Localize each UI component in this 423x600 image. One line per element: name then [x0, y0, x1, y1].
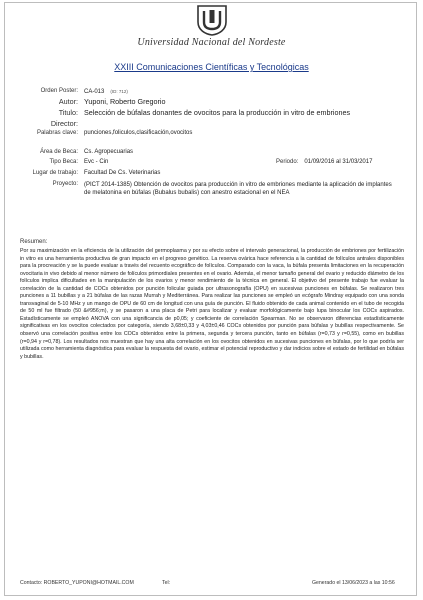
- university-logo: [0, 4, 423, 48]
- titulo-label: Titulo:: [58, 108, 78, 117]
- proyecto-label: Proyecto:: [52, 181, 78, 187]
- resumen-text: Por su maximización en la eficiencia de la utilización del germoplasma y por su efecto sobre el intervalo generacional, la producción de embriones por fertilización in vitro es una herramienta productiva de gran impacto en el progreso genético. La reserva ovárica hace referencia a la cantidad de folículos antrales disponibles para la procreación y se la puede evaluar a través del recuento ecográfico de folículos. Comparado con la vaca, la búfala presenta limitaciones en la recuperación ovocitaria in vivo debido al menor número de folículos primordiales presentes en el ovario. Además, el menor tamaño general del ovario y reducido diámetro de los folículos implica dificultades en la manipulación de los ovarios y menor rendimiento de la técnica en general. El objetivo del presente trabajo fue evaluar la correlación de la cantidad de COCs obtenidos por punción folicular guiada por ultrasonografía (OPU) en sucesivas punciones en búfalas. Se realizaron tres punciones a 11 bubillas y a 21 búfalas de las razas Murrah y Mediterránea. Para realizar las punciones se empleó un ecógrafo Mindray equipado con una sonda transvaginal de 5-10 MHz y un mango de OPU de 60 cm de longitud con una guía de punción. El fluido obtenido de cada animal contenido en el tubo de recogida de 50 ml fue filtrado (50 &#956;m), y se pasaron a una placa de Petri para localizar y evaluar morfológicamente bajo lupa binocular los COCs aspirados. Estadísticamente se empleó ANOVA con una significancia de p0,05; y coeficiente de correlación Spearman. No se observaron diferencias estadísticamente significativas en los ovocitos colectados por categoría, siendo 3,68±0,33 y 4,03±0,46 COCs obtenidos por punción para búfalas y bubillas respectivamente. Se observó una correlación positiva entre los COCs obtenidos entre la primera, segunda y tercera punción, tanto en búfalas (r=0,73 y r=0,55), como en bubillas (r=0,94 y r=0,78). Los resultados nos muestran que hay una alta correlación en los ovocitos obtenidos en sucesivas punciones en búfalas, por lo que podría ser utilizada como herramienta diagnóstica para evaluar la respuesta del ovario, estimar el potencial reproductivo y dar indicios sobre el estado de fertilidad en búfalas y bubillas.: [20, 248, 404, 360]
- contacto-label: Contacto:: [20, 580, 43, 586]
- page-title[interactable]: XXIII Comunicaciones Científicas y Tecnológicas: [114, 62, 309, 72]
- tel-label: Tel:: [162, 580, 171, 586]
- orden-label: Orden Poster:: [40, 88, 78, 94]
- proyecto-value: (PICT 2014-1385) Obtención de ovocitos para producción in vitro de embriones mediante la aplicación de implantes de melatonina en búfalas (Bubalus bubalis) con anestro estacional en el NEA: [84, 182, 392, 196]
- generated-timestamp: Generado el 13/06/2023 a las 10:56: [312, 580, 395, 586]
- unne-emblem-icon: [195, 4, 229, 36]
- lugar-label: Lugar de trabajo:: [32, 170, 78, 176]
- periodo-label: Periodo:: [276, 159, 299, 165]
- director-label: Director:: [50, 119, 78, 128]
- tipo-label: Tipo Beca:: [49, 159, 78, 165]
- orden-id: (ID: 712): [110, 89, 128, 94]
- autor-value: Yuponi, Roberto Gregorio: [84, 97, 166, 106]
- palabras-label: Palabras clave:: [36, 130, 78, 136]
- autor-label: Autor:: [58, 97, 78, 106]
- periodo-value: 01/09/2016 al 31/03/2017: [304, 159, 373, 165]
- palabras-value: punciones,foliculos,clasificación,ovocitos: [84, 130, 193, 136]
- titulo-value: Selección de búfalas donantes de ovocitos para la producción in vitro de embriones: [84, 108, 351, 117]
- university-name: Universidad Nacional del Nordeste: [137, 37, 286, 48]
- area-value: Cs. Agropecuarias: [84, 149, 134, 155]
- lugar-value: Facultad De Cs. Veterinarias: [84, 170, 161, 176]
- tipo-value: Evc - Cin: [84, 159, 109, 165]
- area-label: Área de Beca:: [39, 149, 78, 155]
- resumen-label: Resumen:: [20, 239, 48, 245]
- orden-value: CA-013: [84, 89, 105, 95]
- contacto-email: ROBERTO_YUPONI@HOTMAIL.COM: [43, 580, 134, 586]
